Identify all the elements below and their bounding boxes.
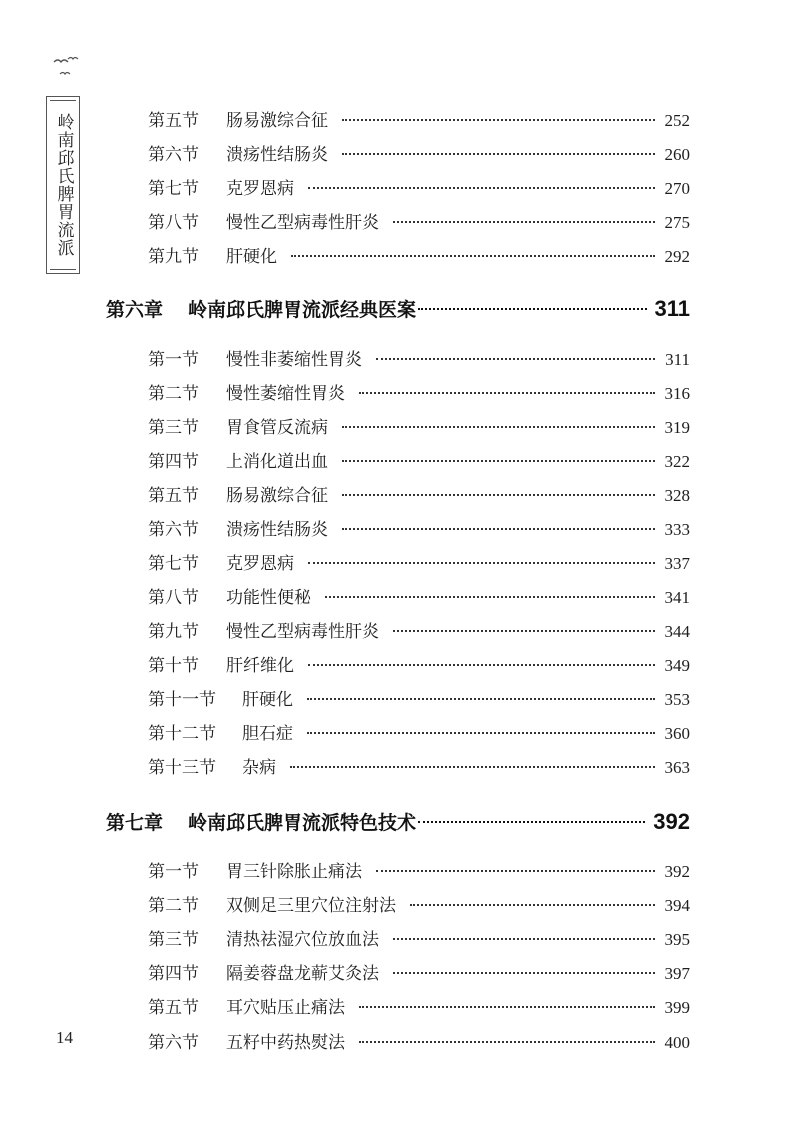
toc-entry[interactable] (148, 617, 690, 642)
entry-number: 第九节 (148, 622, 199, 642)
entry-number: 第二节 (148, 896, 199, 916)
leader-dots (307, 697, 655, 700)
entry-title: 肝纤维化 (226, 656, 294, 676)
entry-title: 克罗恩病 (226, 554, 294, 574)
toc-entry[interactable] (148, 651, 690, 676)
toc-entry[interactable] (148, 857, 690, 882)
toc-entry[interactable] (148, 753, 690, 778)
entry-number: 第三节 (148, 418, 199, 438)
entry-title: 五籽中药热熨法 (226, 1033, 345, 1053)
entry-title: 溃疡性结肠炎 (226, 520, 328, 540)
entry-number: 第八节 (148, 213, 199, 233)
leader-dots (393, 220, 655, 223)
entry-page: 252 (664, 111, 690, 130)
entry-number: 第四节 (148, 452, 199, 472)
toc-entry[interactable] (148, 685, 690, 710)
leader-dots (308, 561, 655, 564)
leader-dots (342, 527, 655, 530)
entry-page: 275 (664, 213, 690, 232)
entry-page: 394 (664, 896, 690, 915)
toc-entry[interactable] (148, 242, 690, 267)
entry-number: 第六节 (148, 145, 199, 165)
entry-number: 第三节 (148, 930, 199, 950)
entry-page: 270 (664, 179, 690, 198)
chapter-page: 392 (653, 809, 690, 834)
entry-page: 328 (664, 486, 690, 505)
entry-title: 胆石症 (242, 724, 293, 744)
leader-dots (418, 307, 646, 310)
entry-page: 353 (664, 690, 690, 709)
toc-entry[interactable] (148, 515, 690, 540)
entry-title: 克罗恩病 (226, 179, 294, 199)
entry-page: 319 (664, 418, 690, 437)
toc-entry[interactable] (148, 447, 690, 472)
entry-page: 333 (664, 520, 690, 539)
entry-title: 慢性萎缩性胃炎 (226, 384, 345, 404)
entry-number: 第一节 (148, 862, 199, 882)
toc-chapter[interactable] (106, 808, 690, 835)
leader-dots (325, 595, 655, 598)
entry-title: 功能性便秘 (226, 588, 311, 608)
leader-dots (376, 357, 655, 360)
entry-title: 双侧足三里穴位注射法 (226, 896, 396, 916)
entry-number: 第十节 (148, 656, 199, 676)
toc-entry[interactable] (148, 1028, 690, 1053)
entry-title: 胃食管反流病 (226, 418, 328, 438)
toc-entry[interactable] (148, 891, 690, 916)
page-number: 14 (56, 1028, 73, 1047)
running-title: 岭南邱氏脾胃流派 (53, 113, 74, 257)
leader-dots (342, 425, 655, 428)
entry-number: 第四节 (148, 964, 199, 984)
entry-number: 第二节 (148, 384, 199, 404)
toc-entry[interactable] (148, 345, 690, 370)
leader-dots (410, 903, 655, 906)
leader-dots (307, 731, 655, 734)
leader-dots (376, 869, 655, 872)
entry-title: 胃三针除胀止痛法 (226, 862, 362, 882)
toc-entry[interactable] (148, 174, 690, 199)
entry-page: 395 (664, 930, 690, 949)
entry-page: 260 (664, 145, 690, 164)
entry-title: 慢性乙型病毒性肝炎 (226, 622, 379, 642)
toc-entry[interactable] (148, 140, 690, 165)
entry-title: 耳穴贴压止痛法 (226, 998, 345, 1018)
entry-title: 杂病 (242, 758, 276, 778)
toc-entry[interactable] (148, 208, 690, 233)
entry-page: 337 (664, 554, 690, 573)
entry-number: 第十一节 (148, 690, 216, 710)
leader-dots (291, 254, 655, 257)
leader-dots (308, 663, 655, 666)
toc-chapter[interactable] (106, 295, 690, 322)
entry-number: 第七节 (148, 179, 199, 199)
entry-title: 肝硬化 (226, 247, 277, 267)
chapter-title: 岭南邱氏脾胃流派经典医案 (188, 299, 417, 321)
entry-page: 360 (664, 724, 690, 743)
leader-dots (359, 391, 655, 394)
entry-number: 第五节 (148, 998, 199, 1018)
toc-entry[interactable] (148, 379, 690, 404)
entry-page: 397 (664, 964, 690, 983)
entry-number: 第十二节 (148, 724, 216, 744)
entry-number: 第九节 (148, 247, 199, 267)
leader-dots (342, 493, 655, 496)
toc-entry[interactable] (148, 993, 690, 1018)
entry-page: 349 (664, 656, 690, 675)
leader-dots (359, 1040, 655, 1043)
toc-entry[interactable] (148, 959, 690, 984)
entry-page: 400 (664, 1033, 690, 1052)
entry-page: 292 (664, 247, 690, 266)
entry-number: 第六节 (148, 520, 199, 540)
leader-dots (342, 152, 655, 155)
entry-page: 322 (664, 452, 690, 471)
entry-page: 311 (665, 350, 690, 369)
toc-entry[interactable] (148, 481, 690, 506)
entry-number: 第五节 (148, 486, 199, 506)
entry-number: 第六节 (148, 1033, 199, 1053)
entry-number: 第七节 (148, 554, 199, 574)
chapter-number: 第六章 (106, 299, 164, 321)
toc-entry[interactable] (148, 583, 690, 608)
leader-dots (393, 629, 655, 632)
leader-dots (308, 186, 655, 189)
leader-dots (393, 937, 655, 940)
entry-title: 肝硬化 (242, 690, 293, 710)
entry-number: 第十三节 (148, 758, 216, 778)
entry-page: 363 (664, 758, 690, 777)
toc-entry[interactable] (148, 106, 690, 131)
entry-title: 隔姜蓉盘龙蕲艾灸法 (226, 964, 379, 984)
toc-entry[interactable] (148, 413, 690, 438)
toc-entry[interactable] (148, 719, 690, 744)
entry-title: 慢性非萎缩性胃炎 (226, 350, 362, 370)
entry-title: 溃疡性结肠炎 (226, 145, 328, 165)
entry-number: 第一节 (148, 350, 199, 370)
leader-dots (342, 459, 655, 462)
entry-number: 第八节 (148, 588, 199, 608)
leader-dots (342, 118, 655, 121)
leader-dots (290, 765, 655, 768)
entry-title: 清热祛湿穴位放血法 (226, 930, 379, 950)
chapter-page: 311 (654, 296, 690, 321)
entry-number: 第五节 (148, 111, 199, 131)
toc-entry[interactable] (148, 549, 690, 574)
leader-dots (418, 820, 645, 823)
leader-dots (393, 971, 655, 974)
chapter-title: 岭南邱氏脾胃流派特色技术 (188, 812, 417, 834)
leader-dots (359, 1005, 655, 1008)
entry-page: 392 (664, 862, 690, 881)
entry-title: 肠易激综合征 (226, 111, 328, 131)
entry-page: 341 (664, 588, 690, 607)
entry-page: 344 (664, 622, 690, 641)
toc-entry[interactable] (148, 925, 690, 950)
entry-page: 399 (664, 998, 690, 1017)
entry-title: 上消化道出血 (226, 452, 328, 472)
entry-title: 肠易激综合征 (226, 486, 328, 506)
entry-title: 慢性乙型病毒性肝炎 (226, 213, 379, 233)
entry-page: 316 (664, 384, 690, 403)
chapter-number: 第七章 (106, 812, 164, 834)
